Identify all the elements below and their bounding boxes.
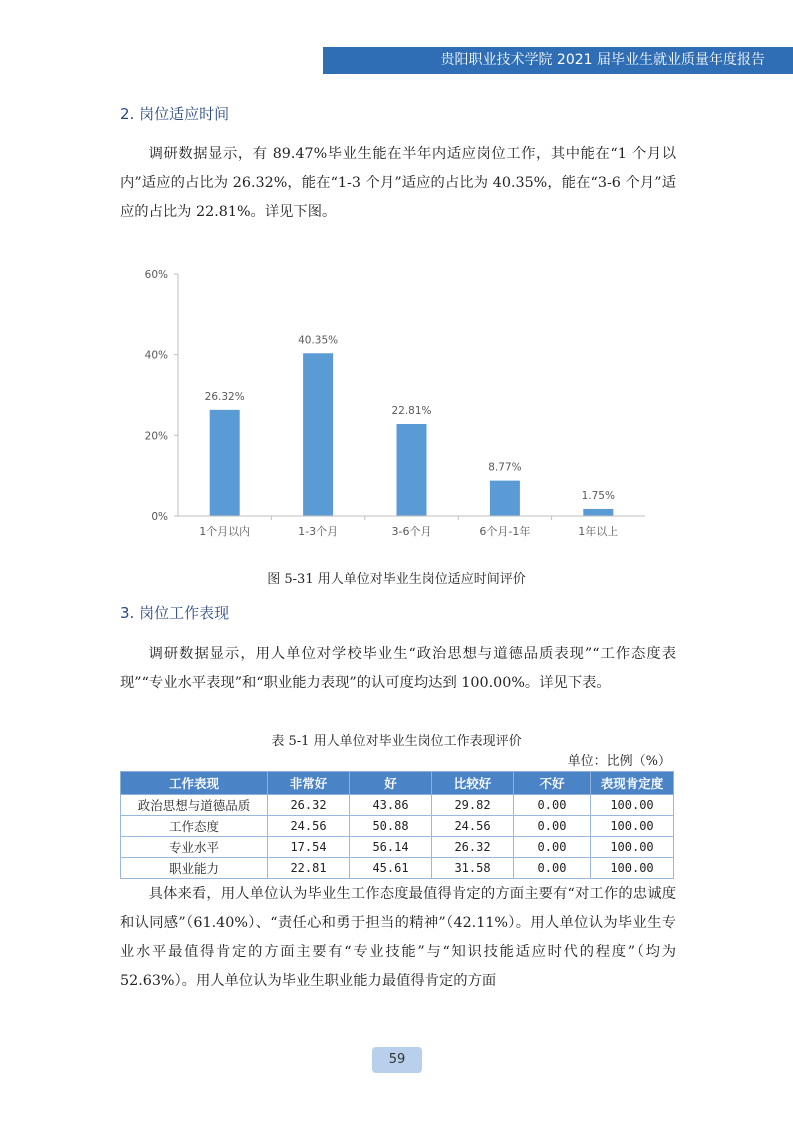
data-label: 40.35% — [298, 334, 339, 347]
bar-series — [205, 334, 615, 516]
y-tick-label: 20% — [144, 430, 168, 443]
table-caption: 表 5-1 用人单位对毕业生岗位工作表现评价 — [271, 734, 522, 749]
figure-caption: 图 5-31 用人单位对毕业生岗位适应时间评价 — [267, 572, 526, 587]
adaptation-paragraph: 调研数据显示，有 89.47%毕业生能在半年内适应岗位工作，其中能在“1 个月以内”适应的占比为 26.32%，能在“1-3 个月”适应的占比为 40.35%，能在“3-6 个月”适应的占比为 22.81%。详见下图。 — [120, 146, 676, 220]
table-cell: 100.00 — [591, 795, 674, 816]
table-header-cell: 好 — [350, 772, 432, 795]
performance-table — [120, 771, 674, 879]
table-row — [121, 858, 674, 879]
bar — [303, 353, 333, 516]
x-tick-label: 1个月以内 — [199, 525, 251, 538]
data-label: 26.32% — [204, 390, 245, 403]
table-header-cell: 表现肯定度 — [591, 772, 674, 795]
performance-paragraph: 调研数据显示，用人单位对学校毕业生“政治思想与道德品质表现”“工作态度表现”“专业水平表现”和“职业能力表现”的认可度均达到 100.00%。详见下表。 — [120, 646, 676, 691]
table-unit: 单位：比例（%） — [567, 754, 671, 769]
table-cell: 26.32 — [268, 795, 350, 816]
table-row — [121, 837, 674, 858]
adaptation-time-bar-chart — [140, 262, 660, 547]
table-header-row — [121, 772, 674, 795]
x-tick-label: 1-3个月 — [298, 525, 339, 538]
x-tick-label: 3-6个月 — [391, 525, 432, 538]
table-header-cell: 工作表现 — [121, 772, 268, 795]
y-tick-label: 0% — [151, 511, 168, 523]
data-label: 1.75% — [581, 489, 615, 502]
table-cell: 职业能力 — [121, 858, 268, 879]
x-axis — [178, 516, 645, 538]
x-tick-label: 6个月-1年 — [479, 525, 531, 538]
table-row — [121, 795, 674, 816]
table-cell: 100.00 — [591, 816, 674, 837]
table-cell: 0.00 — [514, 795, 591, 816]
bar — [490, 481, 520, 516]
y-tick-label: 40% — [144, 349, 168, 362]
closing-paragraph: 具体来看，用人单位认为毕业生工作态度最值得肯定的方面主要有“对工作的忠诚度和认同感”（61.40%）、“责任心和勇于担当的精神”（42.11%）。用人单位认为毕业生专业水平最值得肯定的方面主要有“专业技能”与“知识技能适应时代的程度”（均为 52.63%）。用人单位认为毕业生职业能力最值得肯定的方面 — [120, 886, 676, 989]
y-tick-label: 60% — [144, 269, 168, 281]
section-title-adaptation-time: 2. 岗位适应时间 — [120, 105, 230, 123]
y-axis — [145, 269, 178, 523]
section-title-work-performance: 3. 岗位工作表现 — [120, 604, 230, 622]
table-cell: 56.14 — [350, 837, 432, 858]
table-cell: 29.82 — [432, 795, 514, 816]
page-number: 59 — [372, 1047, 422, 1073]
table-cell: 100.00 — [591, 858, 674, 879]
table-cell: 24.56 — [268, 816, 350, 837]
table-row — [121, 816, 674, 837]
table-header-cell: 非常好 — [268, 772, 350, 795]
table-cell: 24.56 — [432, 816, 514, 837]
table-header-cell: 比较好 — [432, 772, 514, 795]
table-cell: 0.00 — [514, 858, 591, 879]
report-header: 贵阳职业技术学院 2021 届毕业生就业质量年度报告 — [323, 47, 793, 74]
table-cell: 31.58 — [432, 858, 514, 879]
table-cell: 22.81 — [268, 858, 350, 879]
data-label: 8.77% — [488, 461, 522, 474]
table-cell: 0.00 — [514, 816, 591, 837]
table-cell: 100.00 — [591, 837, 674, 858]
table-cell: 50.88 — [350, 816, 432, 837]
table-cell: 43.86 — [350, 795, 432, 816]
bar — [397, 424, 427, 516]
bar — [583, 509, 613, 516]
bar — [210, 410, 240, 516]
table-cell: 17.54 — [268, 837, 350, 858]
table-cell: 45.61 — [350, 858, 432, 879]
table-cell: 26.32 — [432, 837, 514, 858]
table-header-cell: 不好 — [514, 772, 591, 795]
table-cell: 工作态度 — [121, 816, 268, 837]
table-cell: 专业水平 — [121, 837, 268, 858]
table-cell: 0.00 — [514, 837, 591, 858]
data-label: 22.81% — [391, 404, 432, 417]
x-tick-label: 1年以上 — [578, 525, 619, 538]
table-cell: 政治思想与道德品质 — [121, 795, 268, 816]
